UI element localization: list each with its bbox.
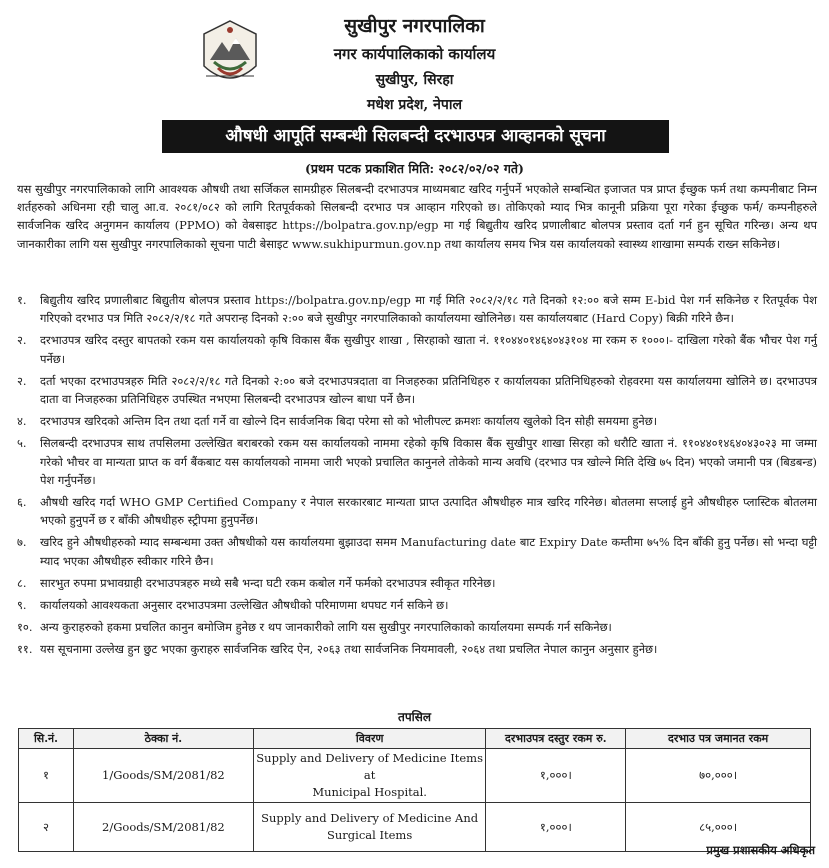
description-line: Municipal Hospital.: [312, 785, 427, 799]
item-number: १०.: [17, 620, 33, 635]
item-text: खरिद हुने औषधीहरुको म्याद सम्बन्धमा उक्त औषधीको यस कार्यालयमा बुझाउदा समम Manufacturing date बाट Expiry Date कम्तीमा ७५% दिन बाँकी हुनु पर्नेछ। सो भन्दा घट्टी म्याद भएका औषधीहरु स्वीकार गरिने छैन।: [40, 535, 817, 568]
signatory-title: प्रमुख प्रशासकीय अधिकृत: [706, 843, 815, 857]
schedule-table: [18, 728, 811, 852]
item-number: २.: [17, 373, 27, 388]
item-text: सारभुत रुपमा प्रभावग्राही दरभाउपत्रहरु मध्ये सबै भन्दा घटी रकम कबोल गर्ने फर्मको दरभाउपत्र स्वीकृत गरिनेछ।: [40, 575, 496, 590]
list-item: [17, 640, 817, 658]
cell-security: ७०,०००।: [626, 749, 811, 803]
cell-fee: १,०००।: [486, 803, 626, 852]
conditions-list: [17, 291, 817, 663]
cell-sn: २: [19, 803, 74, 852]
item-number: १.: [17, 293, 27, 307]
item-text: औषधी खरिद गर्दा WHO GMP Certified Company र नेपाल सरकारबाट मान्यता प्राप्त उत्पादित औषधीहरु मात्र खरिद गरिनेछ। बोतलमा सप्लाई हुने औषधीहरु प्लास्टिक बोतलमा भएको हुनुपर्ने छ र बाँकी औषधीहरु स्ट्रीपमा हुनुपर्नेछ।: [40, 495, 817, 528]
notice-title: औषधी आपूर्ति सम्बन्धी सिलबन्दी दरभाउपत्र आव्हानको सूचना: [162, 120, 669, 153]
list-item: [17, 533, 817, 569]
cell-description: [253, 803, 486, 852]
cell-description: [253, 749, 486, 803]
item-text: कार्यालयको आवश्यकता अनुसार दरभाउपत्रमा उल्लेखित औषधीको परिमाणमा थपघट गर्न सकिने छ।: [40, 598, 449, 613]
list-item: [17, 372, 817, 408]
item-number: ६.: [17, 495, 27, 510]
item-text: यस सूचनामा उल्लेख हुन छुट भएका कुराहरु सार्वजनिक खरिद ऐन, २०६३ तथा सार्वजनिक नियमावली, २०६४ तथा प्रचलित नेपाल कानुन अनुसार हुनेछ।: [40, 642, 658, 657]
item-number: ११.: [17, 642, 33, 657]
item-text: सिलबन्दी दरभाउपत्र साथ तपसिलमा उल्लेखित बराबरको रकम यस कार्यालयको नाममा रहेको कृषि विकास बैंक सुखीपुर शाखा सिरहा को धरौटि खाता नं. ११०४४०१४६४०४३०२३ मा जम्मा गरेको भौचर वा मान्यता प्राप्त क वर्ग बैंकबाट यस कार्यालयको नाममा जारी भएको प्रचालित कानुनले तोकेको मान्य अवधि (दरभाउ पत्र खोल्ने मिति देखि ७५ दिन) भएको जमानी पत्र (बिडबन्ड) पेश गर्नुपर्नेछ।: [40, 436, 817, 487]
list-item: [17, 493, 817, 529]
col-header-description: विवरण: [253, 729, 486, 749]
item-number: ४.: [17, 414, 27, 429]
item-text: बिद्युतीय खरिद प्रणालीबाट बिद्युतीय बोलपत्र प्रस्ताव https://bolpatra.gov.np/egp मा गई मिति २०८२/२/१८ गते दिनको १२:०० बजे सम्म E-bid पेश गर्न सकिनेछ र रितपूर्वक पेश गरिएको दरभाउ पत्र मिति २०८२/२/१८ गते अपरान्ह दिनको २:०० बजे सुखीपुर नगरपालिकाको कार्यालयमा खोलिनेछ। यस कार्यालयबाट (Hard Copy) बिक्री गरिने छैन।: [40, 293, 817, 326]
item-number: २.: [17, 333, 27, 348]
item-number: ९.: [17, 598, 27, 613]
item-text: दरभाउपत्र खरिदको अन्तिम दिन तथा दर्ता गर्ने वा खोल्ने दिन सार्वजनिक बिदा परेमा सो को भोलीपल्ट क्रमशः कार्यालय खुलेको दिन सोही समयमा हुनेछ।: [40, 414, 658, 429]
cell-contract: 2/Goods/SM/2081/82: [73, 803, 253, 852]
list-item: [17, 434, 817, 489]
item-number: ८.: [17, 575, 27, 590]
province-name: मधेश प्रदेश, नेपाल: [367, 97, 462, 113]
table-row: [19, 749, 811, 803]
list-item: [17, 574, 817, 592]
schedule-title: तपसिल: [397, 710, 431, 724]
col-header-sn: सि.नं.: [19, 729, 74, 749]
item-text: दर्ता भएका दरभाउपत्रहरु मिति २०८२/२/१८ गते दिनको २:०० बजे दरभाउपत्रदाता वा निजहरुका प्रतिनिधिहरु र कार्यालयका प्रतिनिधिहरुको रोहवरमा यस कार्यालयमा खोलिने छ। दरभाउपत्र दाता वा निजहरुका प्रतिनिधिहरु उपस्थित नभएमा सिलबन्दी दरभाउपत्र खोल्न बाधा पर्ने छैन।: [40, 373, 817, 407]
list-item: [17, 618, 817, 636]
list-item: [17, 412, 817, 430]
publication-date: (प्रथम पटक प्रकाशित मिति: २०८२/०२/०२ गते): [305, 161, 524, 176]
list-item: [17, 331, 817, 367]
table-header-row: [19, 729, 811, 749]
col-header-contract: ठेक्का नं.: [73, 729, 253, 749]
description-line: Supply and Delivery of Medicine Items at: [256, 751, 483, 782]
list-item: [17, 596, 817, 614]
description-line: Supply and Delivery of Medicine And: [261, 811, 479, 825]
office-name: नगर कार्यपालिकाको कार्यालय: [333, 45, 496, 63]
cell-contract: 1/Goods/SM/2081/82: [73, 749, 253, 803]
item-number: ७.: [17, 535, 27, 550]
intro-paragraph: यस सुखीपुर नगरपालिकाको लागि आवश्यक औषधी तथा सर्जिकल सामग्रीहरु सिलबन्दी दरभाउपत्र माध्यमबाट खरिद गर्नुपर्ने भएकोले सम्बन्धित इजाजत पत्र प्राप्त ईच्छुक फर्म तथा कम्पनीबाट निम्न शर्तहरुको अधिनमा रही चालु आ.व. २०८१/०८२ को लागि रितपूर्वकको सिलबन्दी दरभाउ पत्र आव्हान गरिएको छ। तोकिएको म्याद भित्र कानूनी प्रक्रिया पूरा गरेका ईच्छुक फर्म/ कम्पनीहरुले सार्वजनिक खरिद अनुगमन कार्यालय (PPMO) को वेबसाइट https://bolpatra.gov.np/egp मा गई बिद्युतीय खरिद प्रणालीबाट बोलपत्र प्रस्ताव दर्ता गर्न हुन सूचित गरिन्छ। अन्य थप जानकारीका लागि यस सुखीपुर नगरपालिकाको सूचना पाटी बेसाइट www.sukhipurmun.gov.np तथा कार्यालय समय भित्र यस कार्यालयको स्वास्थ्य शाखामा सम्पर्क राख्न सकिनेछ।: [17, 182, 817, 251]
cell-fee: १,०००।: [486, 749, 626, 803]
municipality-name: सुखीपुर नगरपालिका: [344, 15, 485, 37]
description-line: Surgical Items: [327, 828, 413, 842]
cell-security: ८५,०००।: [626, 803, 811, 852]
item-number: ५.: [17, 436, 27, 451]
col-header-fee: दरभाउपत्र दस्तुर रकम रु.: [486, 729, 626, 749]
list-item: [17, 291, 817, 327]
item-text: अन्य कुराहरुको हकमा प्रचलित कानुन बमोजिम हुनेछ र थप जानकारीको लागि यस सुखीपुर नगरपालिकाको कार्यालयमा सम्पर्क गर्न सकिनेछ।: [40, 620, 612, 635]
col-header-security: दरभाउ पत्र जमानत रकम: [626, 729, 811, 749]
office-location: सुखीपुर, सिरहा: [375, 72, 454, 88]
table-row: [19, 803, 811, 852]
item-text: दरभाउपत्र खरिद दस्तुर बापतको रकम यस कार्यालयको कृषि विकास बैंक सुखीपुर शाखा , सिरहाको खाता नं. ११०४४०१४६४०४३१०४ मा रकम रु १०००।- दाखिला गरेको बैंक भौचर पेश गर्नु पर्नेछ।: [40, 333, 817, 366]
cell-sn: १: [19, 749, 74, 803]
